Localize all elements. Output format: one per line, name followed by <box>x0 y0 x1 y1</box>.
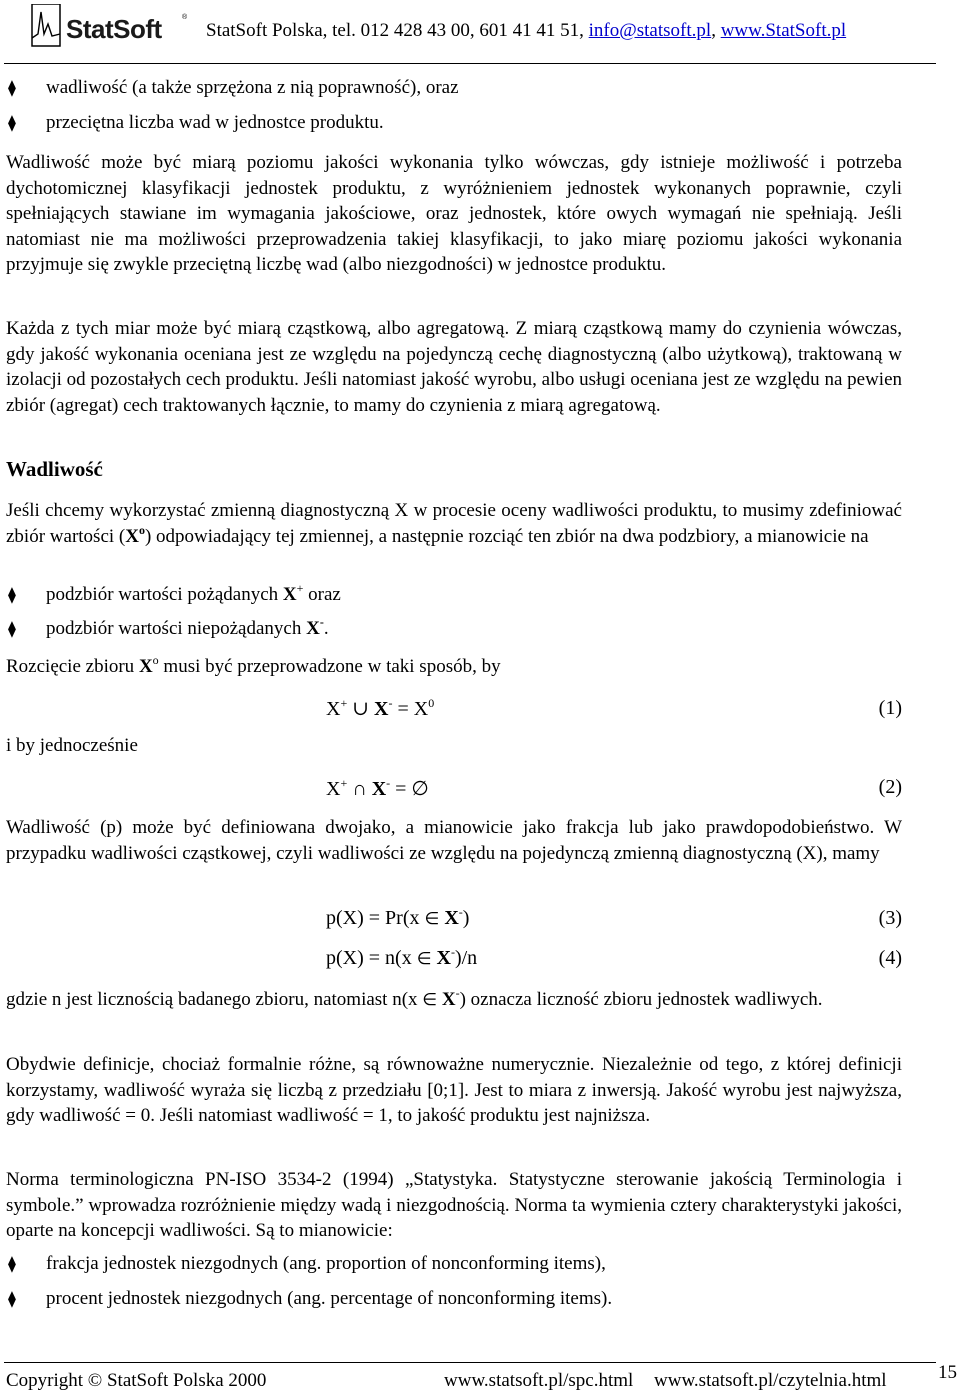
bullet-icon: ⧫ <box>8 78 16 97</box>
page-header <box>0 0 960 64</box>
footer-czytelnia-link[interactable]: www.statsoft.pl/czytelnia.html <box>654 1370 887 1391</box>
paragraph-simultaneously: i by jednocześnie <box>6 735 138 756</box>
list-item: frakcja jednostek niezgodnych (ang. proportion of nonconforming items), <box>46 1253 606 1274</box>
header-contact: StatSoft Polska, tel. 012 428 43 00, 601 41 41 51, info@statsoft.pl, www.StatSoft.pl <box>206 20 847 41</box>
paragraph-where-n: gdzie n jest licznością badanego zbioru, natomiast n(x ∈ X-) oznacza liczność zbioru jednostek wadliwych. <box>6 986 823 1010</box>
header-email-link[interactable]: info@statsoft.pl <box>588 20 712 41</box>
equation-number: (1) <box>878 697 902 719</box>
equation-number: (2) <box>878 776 902 798</box>
list-item: procent jednostek niezgodnych (ang. percentage of nonconforming items). <box>46 1288 613 1309</box>
list-item: wadliwość (a także sprzężona z nią poprawność), oraz <box>46 77 459 98</box>
equation-number: (4) <box>878 947 902 969</box>
list-item: podzbiór wartości niepożądanych X-. <box>46 615 329 639</box>
bullet-icon: ⧫ <box>8 113 16 132</box>
formula-probability: p(X) = Pr(x ∈ X-) <box>326 905 470 929</box>
logo-text: StatSoft <box>66 14 162 44</box>
footer-copyright: Copyright © StatSoft Polska 2000 <box>6 1370 267 1391</box>
paragraph-definition: Wadliwość może być miarą poziomu jakości wykonania tylko wówczas, gdy istnieje możliwość i potrzeba dychotomicznej klasyfikacji jednostek produktu, z wyróżnieniem jednostek wykonanych poprawnie, czyli spełniających stawiane im wymagania jakościowe, oraz jednostek, które owych wymagań nie spełniają. Jeśli natomiast nie ma możliwości przeprowadzenia takiej klasyfikacji, to jako miarę poziomu jakości wykonania przyjmuje się zwykle przeciętną liczbę wad (albo niezgodności) w jednostce produktu. <box>6 152 902 275</box>
header-phone-text: StatSoft Polska, tel. 012 428 43 00, 601 41 41 51, <box>206 20 589 41</box>
bullet-icon: ⧫ <box>8 619 16 638</box>
paragraph-defect-rate: Wadliwość (p) może być definiowana dwojako, a mianowicie jako frakcja lub jako prawdopodobieństwo. W przypadku wadliwości cząstkowej, czyli wadliwości ze względu na pojedynczą zmienną diagnostyczną (X), mamy <box>6 817 902 864</box>
formula-fraction: p(X) = n(x ∈ X-)/n <box>326 945 478 969</box>
header-website-link[interactable]: www.StatSoft.pl <box>720 20 847 41</box>
header-divider <box>4 63 936 64</box>
page-number: 15 <box>938 1362 957 1383</box>
formula-intersection: X+ ∩ X- = ∅ <box>326 776 429 800</box>
section-heading: Wadliwość <box>6 457 103 481</box>
paragraph-partial-aggregate: Każda z tych miar może być miarą cząstkową, albo agregatową. Z miarą cząstkową mamy do czynienia wówczas, gdy jakość wykonania oceniana jest ze względu na pojedynczą cechę diagnostyczną (albo użytkową), traktowaną w izolacji od pozostałych cech produktu. Jeśli natomiast jakość wyrobu, albo usługi oceniana jest ze względu na pewien zbiór (agregat) cech traktowanych łącznie, to mamy do czynienia z miarą agregatową. <box>6 318 902 416</box>
paragraph-equivalence: Obydwie definicje, chociaż formalnie różne, są równoważne numerycznie. Niezależnie od tego, z której definicji korzystamy, wadliwość wyraża się liczbą z przedziału [0;1]. Jest to miara z inwersją. Jakość wyrobu jest najwyższa, gdy wadliwość = 0. Jeśli natomiast wadliwość = 1, to jakość produktu jest najniższa. <box>6 1054 902 1126</box>
footer-divider <box>4 1362 936 1363</box>
paragraph-partition: Rozcięcie zbioru $X^o$ musi być przeprowadzone w taki sposób, by <box>6 653 501 677</box>
formula-union: X+ ∪ $X^- = X^0$ <box>326 696 435 720</box>
bullet-icon: ⧫ <box>8 1254 16 1273</box>
list-item: podzbiór wartości pożądanych X+ oraz <box>46 581 341 605</box>
footer-spc-link[interactable]: www.statsoft.pl/spc.html <box>444 1370 634 1391</box>
bullet-icon: ⧫ <box>8 1289 16 1308</box>
paragraph-norm: Norma terminologiczna PN-ISO 3534-2 (1994) „Statystyka. Statystyczne sterowanie jakością Terminologia i symbole.” wprowadza rozróżnienie między wadą i niezgodnością. Norma ta wymienia cztery charakterystyki jakości, oparte na koncepcji wadliwości. Są to mianowicie: <box>6 1169 902 1241</box>
bullet-icon: ⧫ <box>8 585 16 604</box>
list-item: przeciętna liczba wad w jednostce produktu. <box>46 112 384 133</box>
paragraph-diagnostic-variable: Jeśli chcemy wykorzystać zmienną diagnostyczną X w procesie oceny wadliwości produktu, to musimy zdefiniować zbiór wartości $(X^o)$ odpowiadający tej zmiennej, a następnie rozciąć ten zbiór na dwa podzbiory, a mianowicie na <box>6 500 902 547</box>
equation-number: (3) <box>878 907 902 929</box>
logo-registered-mark: ® <box>182 14 188 21</box>
